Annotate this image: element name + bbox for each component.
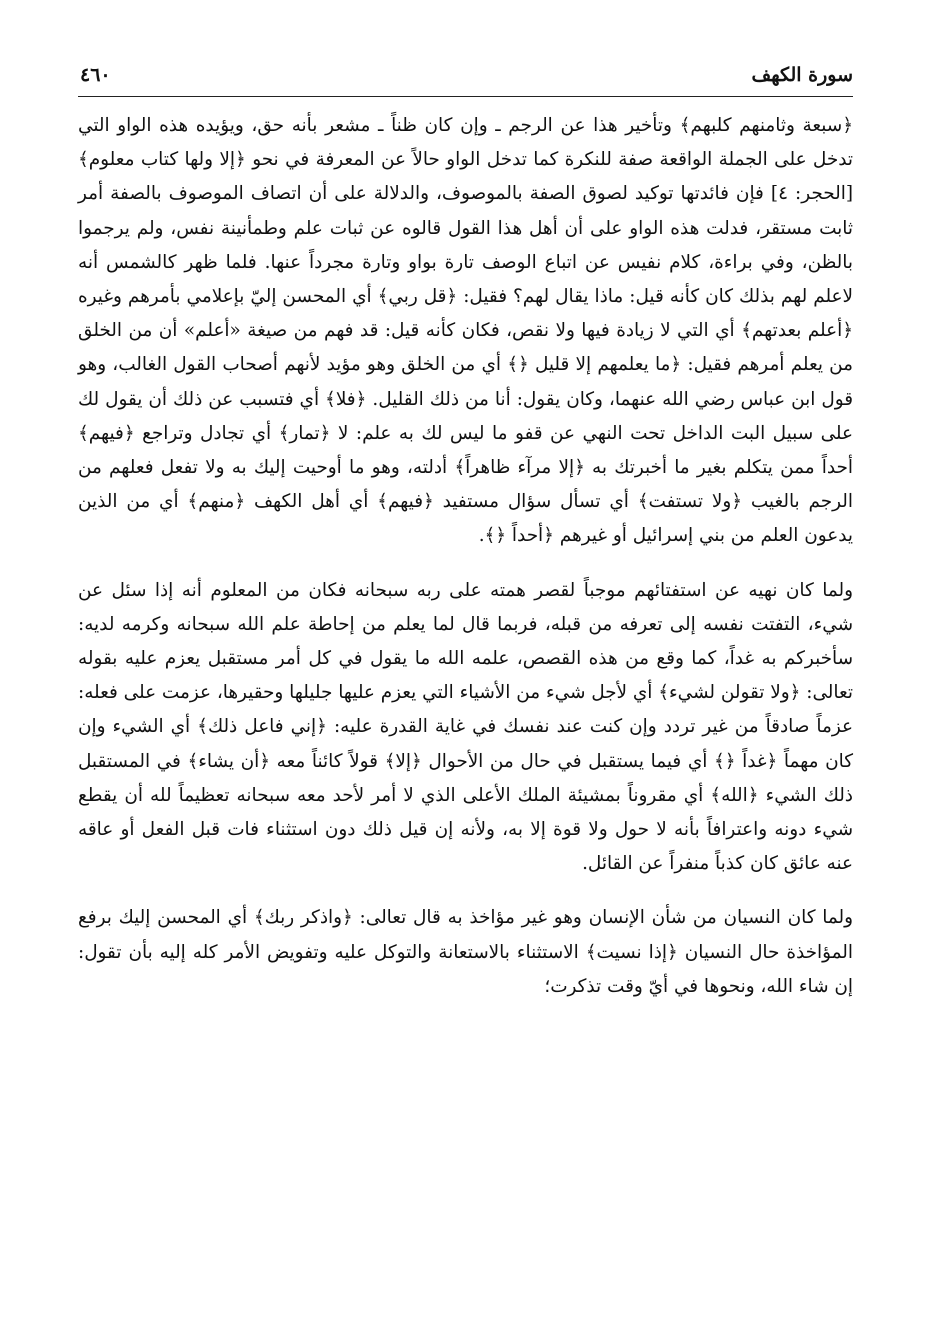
page-header bbox=[78, 56, 853, 97]
surah-title: سورة الكهف bbox=[751, 64, 853, 86]
paragraph-3: ولما كان النسيان من شأن الإنسان وهو غير مؤاخذ به قال تعالى: ﴿واذكر ربك﴾ أي المحسن إليك برفع المؤاخذة حال النسيان ﴿إذا نسيت﴾ الاستثناء بالاستعانة والتوكل عليه وتفويض الأمر كله إليه بأن تقول: إن شاء الله، ونحوها في أيّ وقت تذكرت؛ bbox=[78, 907, 853, 997]
book-page bbox=[78, 56, 853, 1326]
paragraph-1: ﴿سبعة وثامنهم كلبهم﴾ وتأخير هذا عن الرجم ـ وإن كان ظناً ـ مشعر بأنه حق، ويؤيده هذه الواو التي تدخل على الجملة الواقعة صفة للنكرة كما تدخل الواو حالاً عن المعرفة في نحو ﴿إلا ولها كتاب معلوم﴾ [الحجر: ٤] فإن فائدتها توكيد لصوق الصفة بالموصوف، والدلالة على أن اتصاف الموصوف بالصفة أمر ثابت مستقر، فدلت هذه الواو على أن أهل هذا القول قالوه عن ثبات علم وطمأنينة نفس، ولم يرجموا بالظن، وفي براءة، كلام نفيس عن اتباع الوصف تارة بواو وتارة مجرداً عنها. فلما ظهر كالشمس أنه لاعلم لهم بذلك كان كأنه قيل: ماذا يقال لهم؟ فقيل: ﴿قل ربي﴾ أي المحسن إليّ بإعلامي بأمرهم وغيره ﴿أعلم بعدتهم﴾ أي التي لا زيادة فيها ولا نقص، فكان كأنه قيل: قد فهم من صيغة «أعلم» أن من الخلق من يعلم أمرهم فقيل: ﴿ما يعلمهم إلا قليل ﴿﴾ أي من الخلق وهو مؤيد لأنهم أصحاب القول الغالب، وهو قول ابن عباس رضي الله عنهما، وكان يقول: أنا من ذلك القليل. ﴿فلا﴾ أي فتسبب عن ذلك أن يقول لك على سبيل البت الداخل تحت النهي عن قفو ما ليس لك به علم: لا ﴿تمار﴾ أي تجادل وتراجع ﴿فيهم﴾ أحداً ممن يتكلم بغير ما أخبرتك به ﴿إلا مرآء ظاهراً﴾ أدلته، وهو ما أوحيت إليك به ولا تفعل فعلهم من الرجم بالغيب ﴿ولا تستفت﴾ أي تسأل سؤال مستفيد ﴿فيهم﴾ أي أهل الكهف ﴿منهم﴾ أي من الذين يدعون العلم من بني إسرائيل أو غيرهم ﴿أحداً ﴿﴾. bbox=[78, 115, 853, 547]
paragraph-2: ولما كان نهيه عن استفتائهم موجباً لقصر همته على ربه سبحانه فكان من المعلوم أنه إذا سئل عن شيء، التفتت نفسه إلى تعرفه من قبله، فربما قال لما يعلم من إحاطة علم الله سبحانه وكرمه لديه: سأخبركم به غداً، كما وقع من هذه القصص، علمه الله ما يقول في كل أمر مستقبل يعزم عليه بقوله تعالى: ﴿ولا تقولن لشيء﴾ أي لأجل شيء من الأشياء التي يعزم عليها جليلها وحقيرها، عزمت على فعله: عزماً صادقاً من غير تردد وإن كنت عند نفسك في غاية القدرة عليه: ﴿إني فاعل ذلك﴾ أي الشيء وإن كان مهماً ﴿غداً ﴿﴾ أي فيما يستقبل في حال من الأحوال ﴿إلا﴾ قولاً كائناً معه ﴿أن يشاء﴾ في المستقبل ذلك الشيء ﴿الله﴾ أي مقروناً بمشيئة الملك الأعلى الذي لا أمر لأحد معه سبحانه تعظيماً لله أن يقطع شيء دونه واعترافاً بأنه لا حول ولا قوة إلا به، ولأنه إن قيل ذلك دون استثناء فات قبل الفعل أو عاقه عنه عائق كان كذباً منفراً عن القائل. bbox=[78, 579, 854, 875]
page-number: ٤٦٠ bbox=[80, 64, 111, 86]
